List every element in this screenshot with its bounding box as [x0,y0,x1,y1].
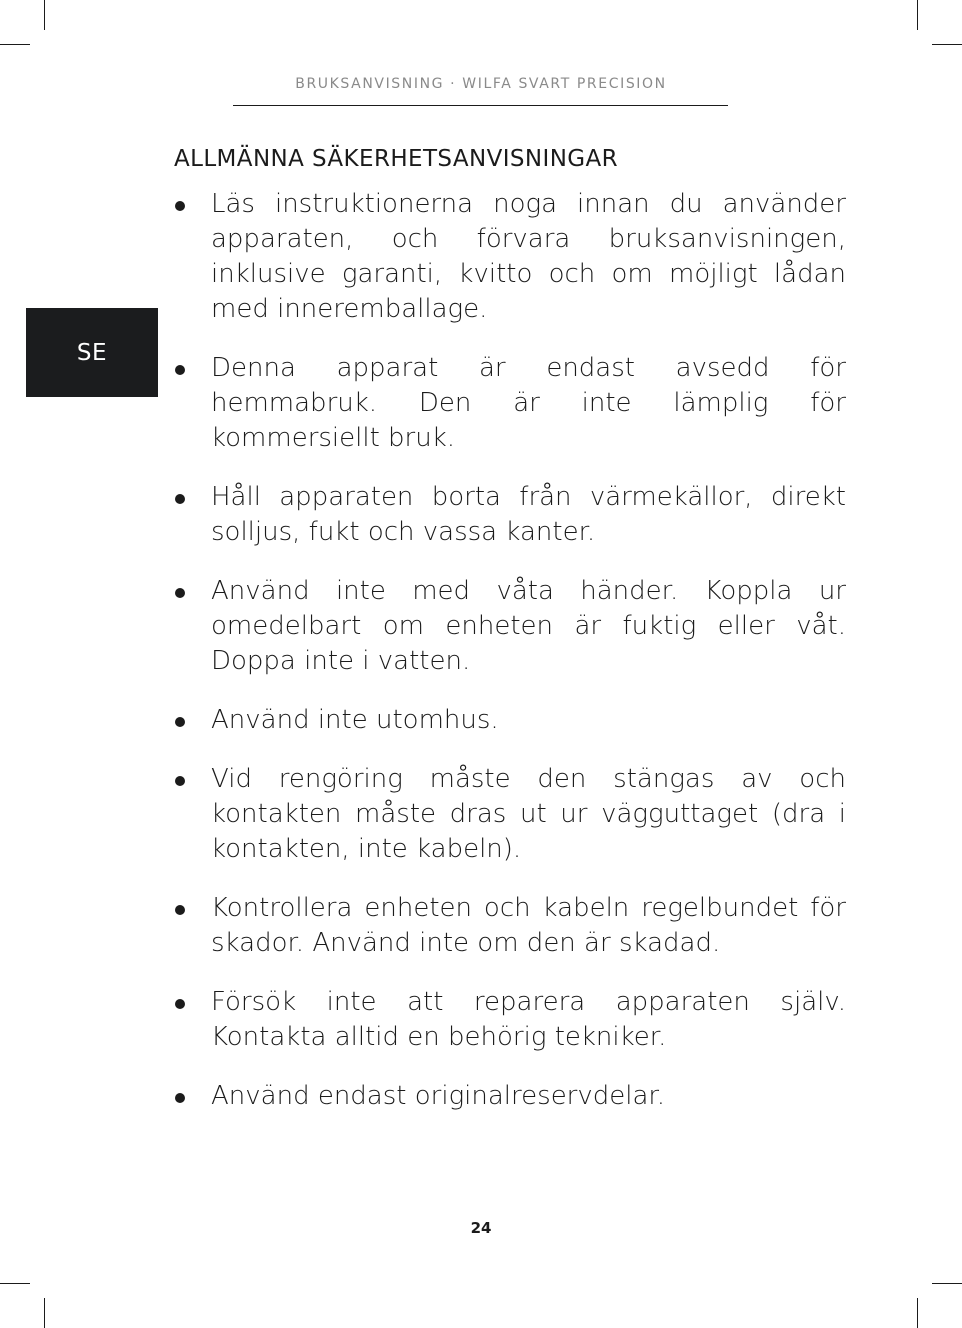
crop-mark-bottom-left-vertical [44,1298,45,1328]
page-number: 24 [470,1219,492,1237]
list-item-text: Håll apparaten borta från värmekällor, direkt solljus, fukt och vassa kanter. [211,482,846,547]
language-tab [26,308,158,397]
bullet-icon [175,905,185,915]
header-divider [233,105,728,106]
list-item [174,985,846,1055]
list-item-text: Läs instruktionerna noga innan du använder apparaten, och förvara bruksanvisningen, inklusive garanti, kvitto och om möjligt lådan med inneremballage. [211,189,846,324]
crop-mark-bottom-right-vertical [917,1298,918,1328]
bullet-icon [175,717,185,727]
crop-mark-top-left-vertical [44,0,45,30]
list-item-text: Använd endast originalreservdelar. [211,1081,665,1111]
crop-mark-top-right-horizontal [932,44,962,45]
list-item-text: Denna apparat är endast avsedd för hemmabruk. Den är inte lämplig för kommersiellt bruk. [211,353,846,453]
crop-mark-bottom-left-horizontal [0,1283,30,1284]
crop-mark-top-left-horizontal [0,44,30,45]
list-item [174,187,846,327]
bullet-icon [175,588,185,598]
bullet-icon [175,494,185,504]
section-title: ALLMÄNNA SÄKERHETSANVISNINGAR [174,146,619,172]
language-tab-label: SE [76,339,108,366]
bullet-icon [175,201,185,211]
list-item-text: Använd inte med våta händer. Koppla ur omedelbart om enheten är fuktig eller våt. Doppa inte i vatten. [211,576,846,676]
list-item [174,703,846,738]
list-item-text: Försök inte att reparera apparaten själv. Kontakta alltid en behörig tekniker. [211,987,846,1052]
bullet-icon [175,365,185,375]
crop-mark-bottom-right-horizontal [932,1283,962,1284]
safety-instructions-list [174,187,846,1138]
list-item [174,891,846,961]
crop-mark-top-right-vertical [917,0,918,30]
list-item [174,574,846,679]
bullet-icon [175,776,185,786]
bullet-icon [175,999,185,1009]
bullet-icon [175,1093,185,1103]
list-item-text: Kontrollera enheten och kabeln regelbundet för skador. Använd inte om den är skadad. [211,893,846,958]
list-item-text: Vid rengöring måste den stängas av och kontakten måste dras ut ur vägguttaget (dra i kontakten, inte kabeln). [211,764,846,864]
list-item [174,1079,846,1114]
running-header: BRUKSANVISNING · WILFA SVART PRECISION [295,76,667,92]
list-item [174,351,846,456]
list-item [174,480,846,550]
list-item-text: Använd inte utomhus. [211,705,499,735]
list-item [174,762,846,867]
